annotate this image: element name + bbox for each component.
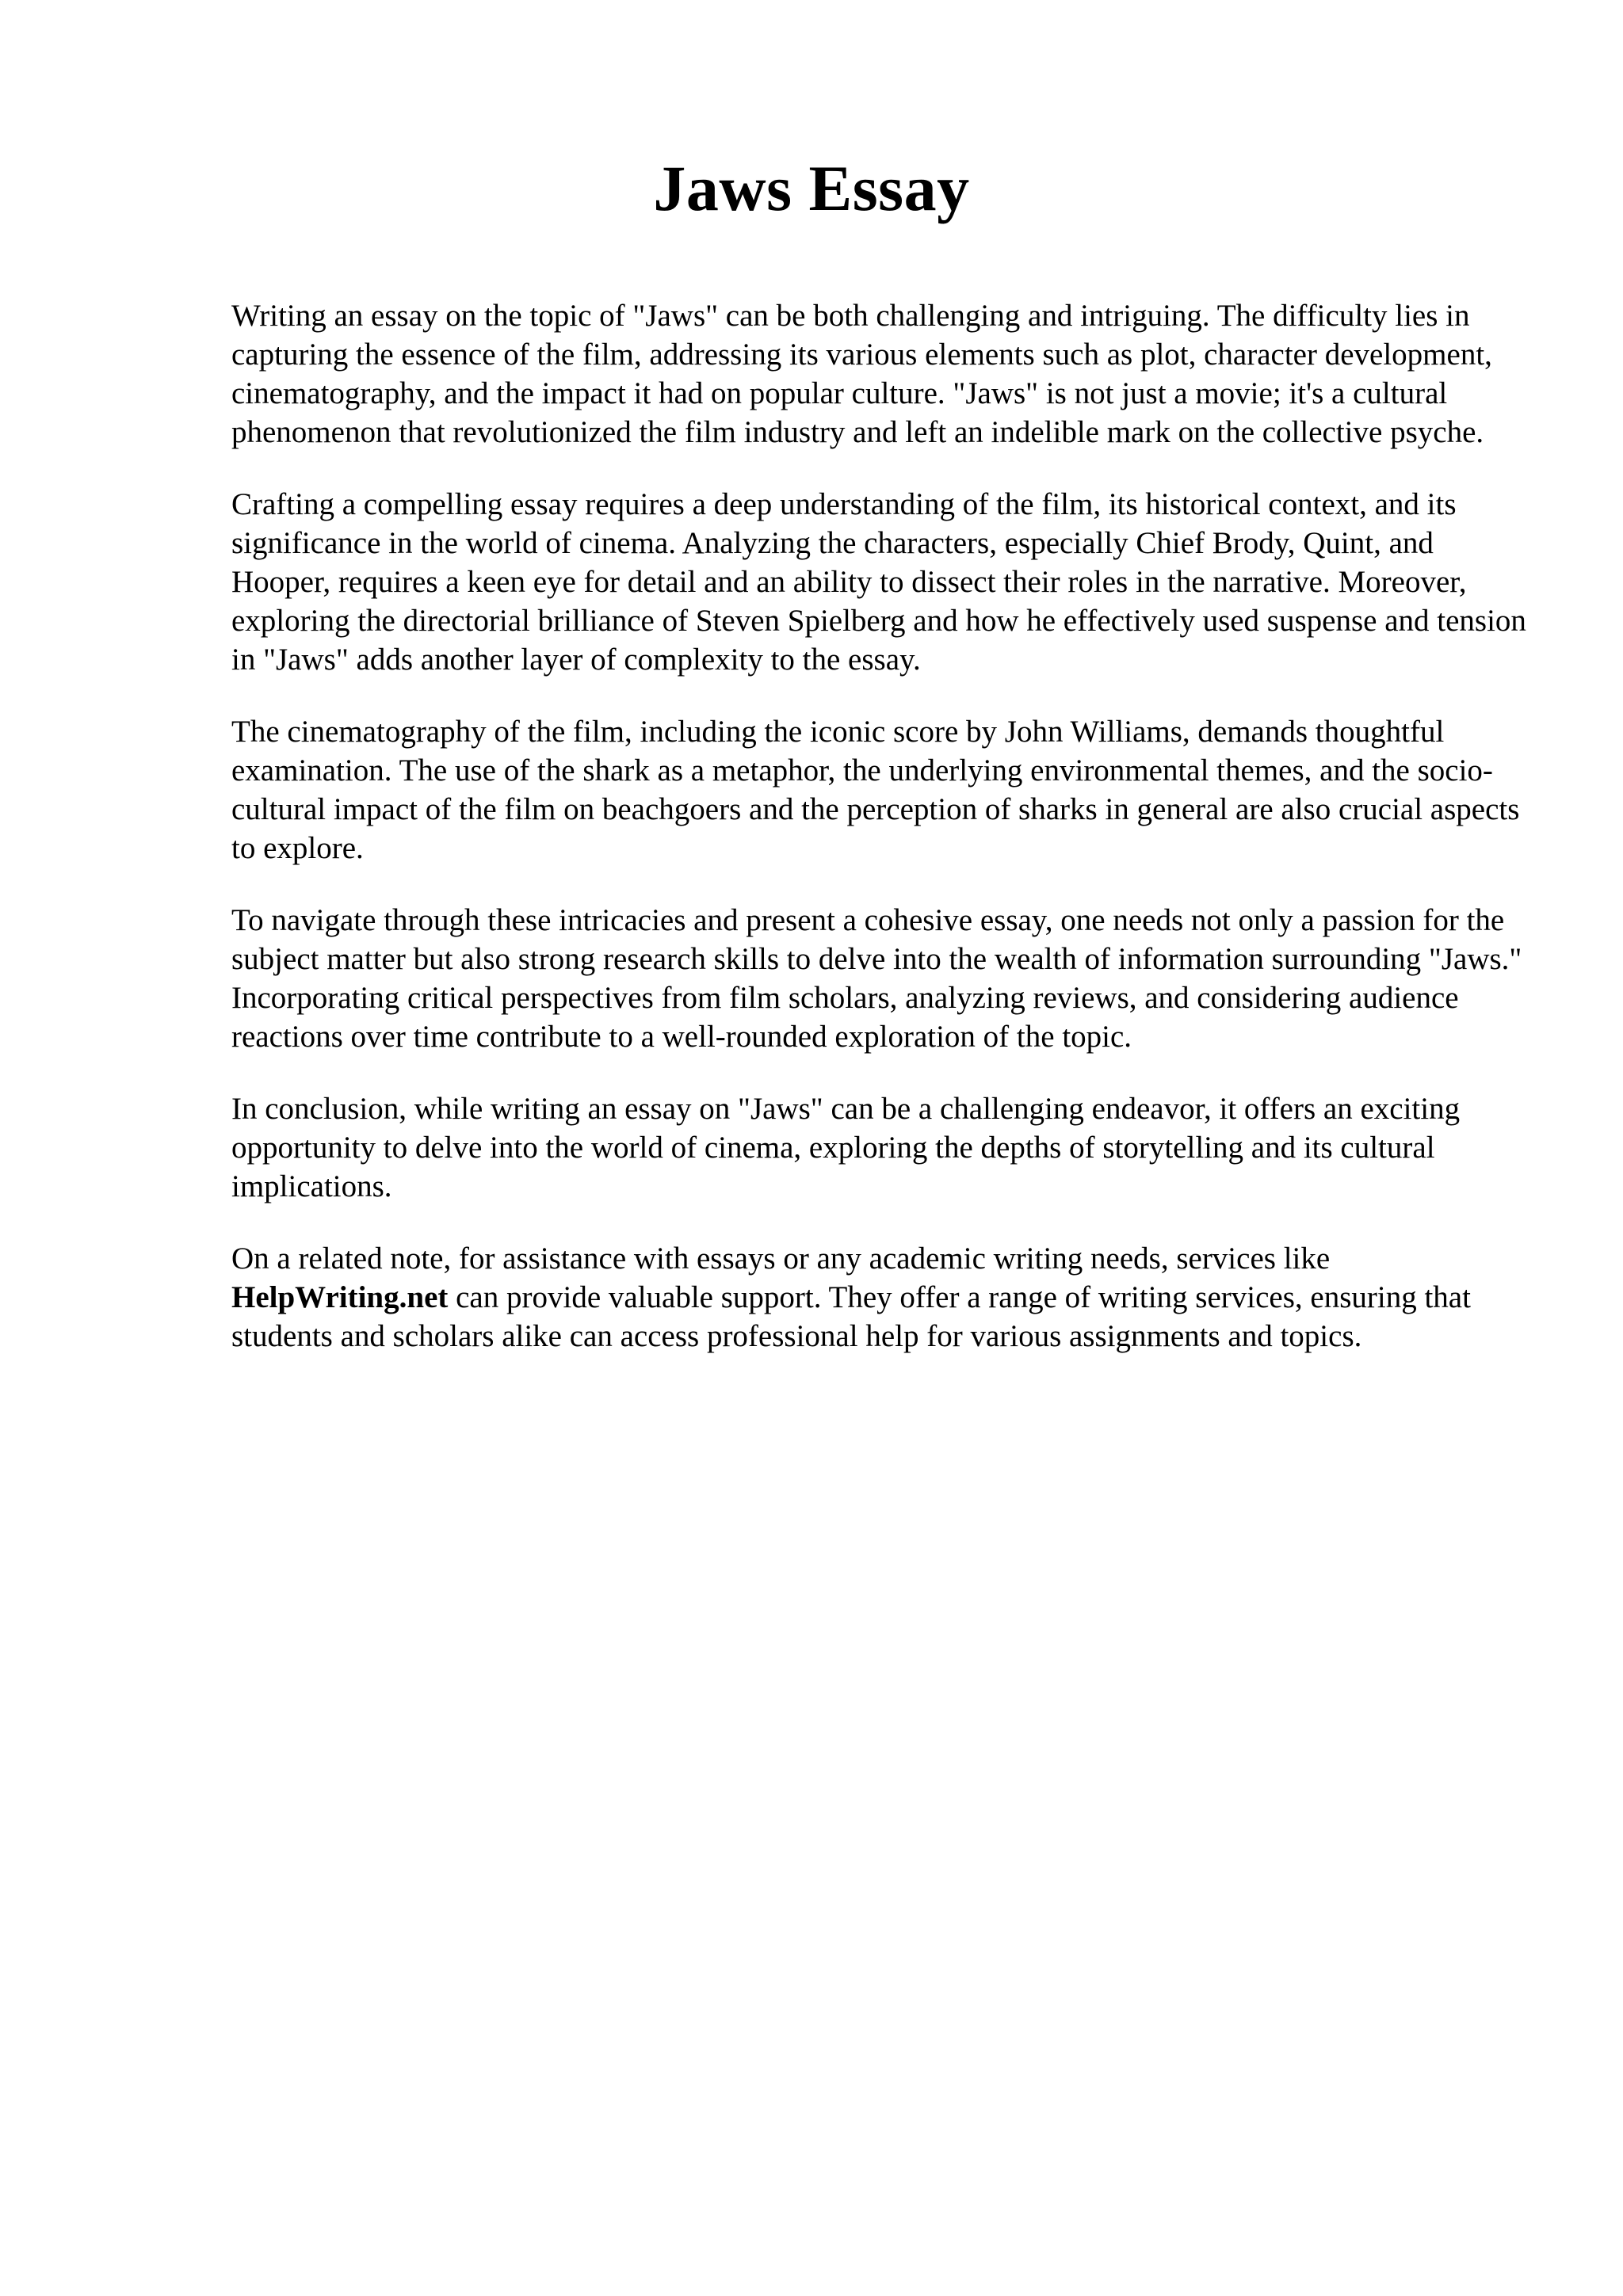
brand-name: HelpWriting.net bbox=[231, 1280, 449, 1314]
paragraph-2: Crafting a compelling essay requires a deep understanding of the film, its historical context, and its significance in the world of cinema. Analyzing the characters, especially Chief Brody, Quint, and Hooper, requires a keen eye for detail and an ability to dissect their roles in the narrative. Moreover, exploring the directorial brilliance of Steven Spielberg and how he effectively used suspense and tension in "Jaws" adds another layer of complexity to the essay. bbox=[231, 487, 1526, 677]
paragraph-4: To navigate through these intricacies and present a cohesive essay, one needs not only a passion for the subject matter but also strong research skills to delve into the wealth of information surrounding "Jaws." Incorporating critical perspectives from film scholars, analyzing reviews, and considering audience reactions over time contribute to a well-rounded exploration of the topic. bbox=[231, 903, 1522, 1054]
paragraph-1: Writing an essay on the topic of "Jaws" can be both challenging and intriguing. The difficulty lies in capturing the essence of the film, addressing its various elements such as plot, character development, cinematography, and the impact it had on popular culture. "Jaws" is not just a movie; it's a cultural phenomenon that revolutionized the film industry and left an indelible mark on the collective psyche. bbox=[231, 299, 1492, 449]
closing-text-before: On a related note, for assistance with essays or any academic writing needs, services like bbox=[231, 1241, 1331, 1276]
paragraph-3: The cinematography of the film, including the iconic score by John Williams, demands thoughtful examination. The use of the shark as a metaphor, the underlying environmental themes, and the socio-cultural impact of the film on beachgoers and the perception of sharks in general are also crucial aspects to explore. bbox=[231, 715, 1520, 865]
closing-text-after: can provide valuable support. They offer a range of writing services, ensuring that students and scholars alike can access professional help for various assignments and topics. bbox=[231, 1280, 1471, 1353]
document-title: Jaws Essay bbox=[653, 152, 970, 224]
document-body bbox=[231, 296, 1531, 1389]
paragraph-5: In conclusion, while writing an essay on "Jaws" can be a challenging endeavor, it offers an exciting opportunity to delve into the world of cinema, exploring the depths of storytelling and its cultural implications. bbox=[231, 1092, 1461, 1203]
closing-paragraph bbox=[231, 1239, 1531, 1356]
